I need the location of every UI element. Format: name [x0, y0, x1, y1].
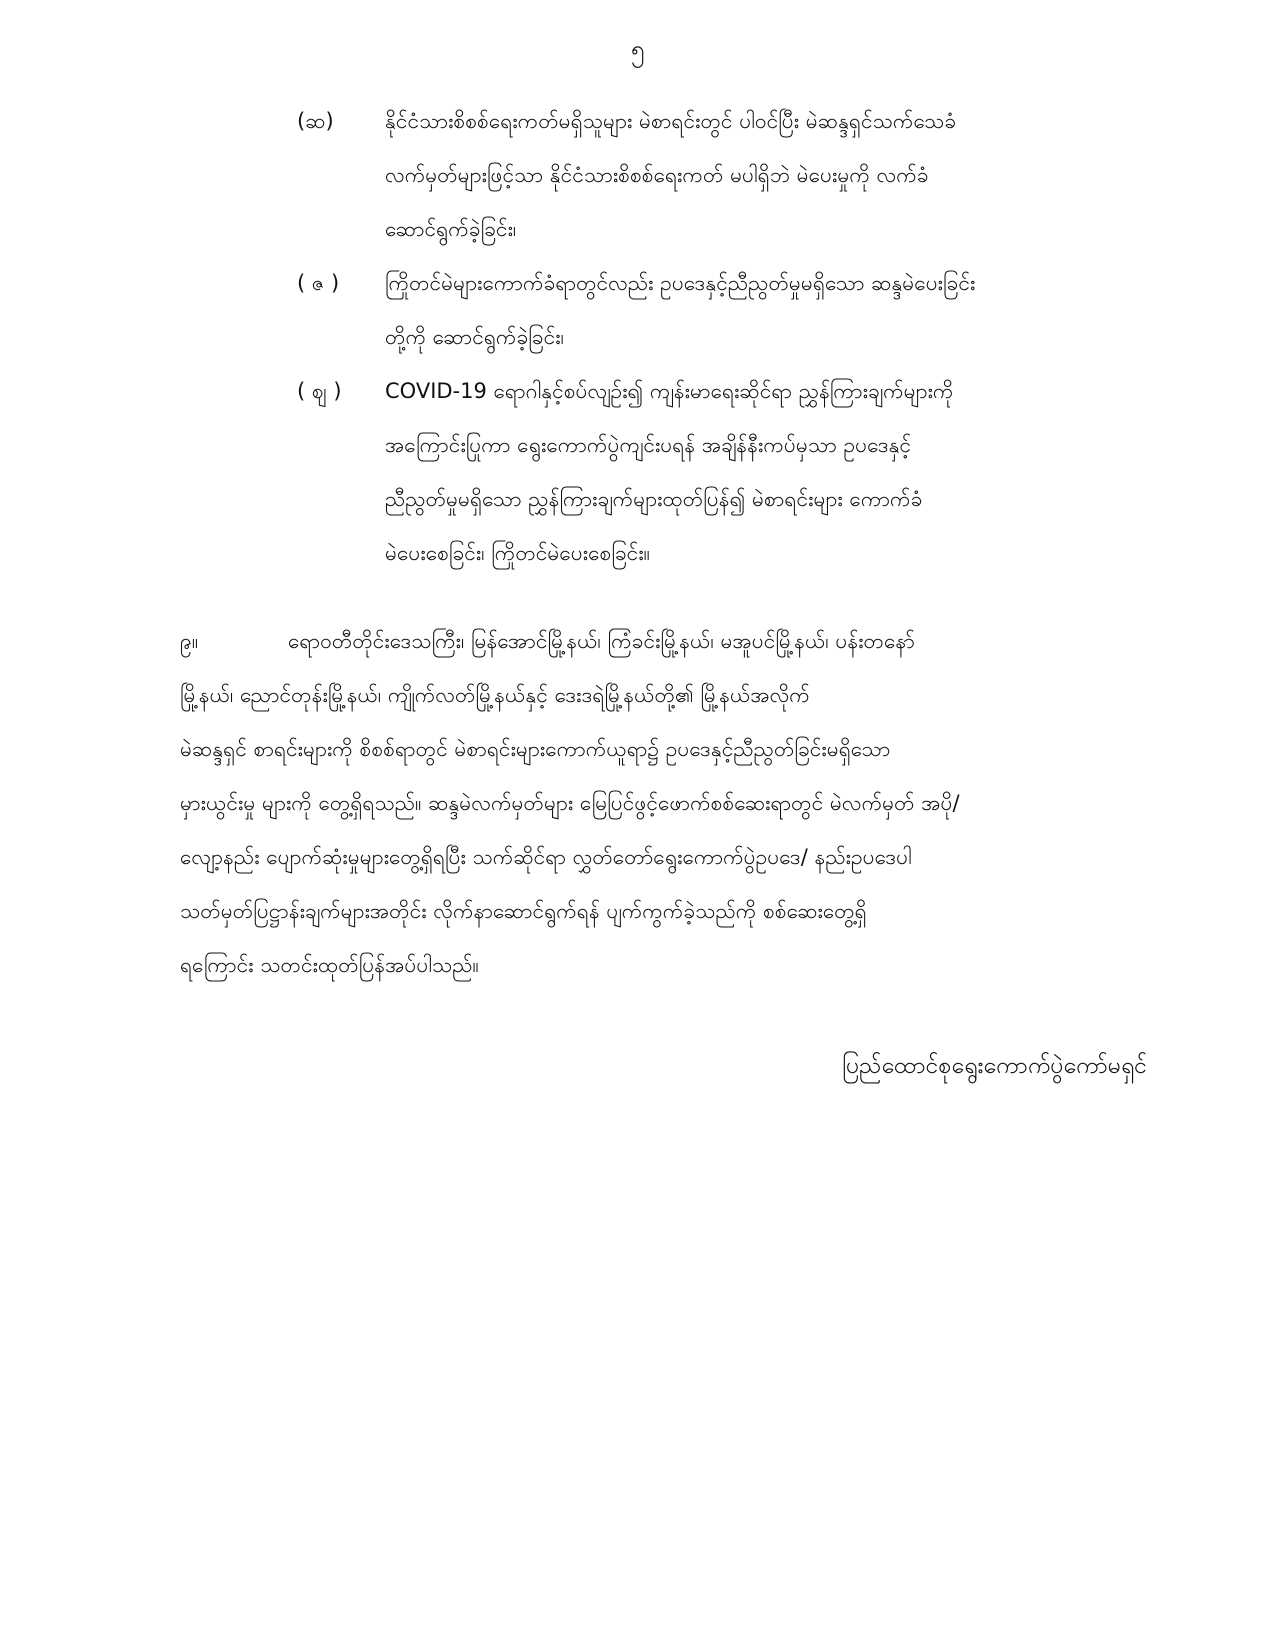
- item-line: ကြိုတင်မဲများကောက်ခံရာတွင်လည်း ဥပဒေနှင့်ညီညွတ်မှုမရှိသော ဆန္ဒမဲပေးခြင်း: [385, 271, 976, 295]
- item-line: COVID-19 ရောဂါနှင့်စပ်လျဉ်း၍ ကျန်းမာရေးဆိုင်ရာ ညွှန်ကြားချက်များကို: [385, 379, 954, 403]
- paragraph-line: လျော့နည်း ပျောက်ဆုံးမှုများတွေ့ရှိရပြီး သက်ဆိုင်ရာ လွှတ်တော်ရွေးကောက်ပွဲဥပဒေ/ နည်းဥပဒေပါ: [180, 845, 912, 869]
- paragraph-line: ရောဝတီတိုင်းဒေသကြီး၊ မြန်အောင်မြို့နယ်၊ ကြံခင်းမြို့နယ်၊ မအူပင်မြို့နယ်၊ ပန်းတနော်: [288, 629, 915, 653]
- list-item-zya: [297, 364, 1147, 580]
- item-text: [385, 364, 1147, 580]
- paragraph-line: မဲဆန္ဒရှင် စာရင်းများကို စိစစ်ရာတွင် မဲစာရင်းများကောက်ယူရာ၌ ဥပဒေနှင့်ညီညွတ်ခြင်းမရှိသော: [180, 737, 891, 761]
- item-line: လက်မှတ်များဖြင့်သာ နိုင်ငံသားစိစစ်ရေးကတ် မပါရှိဘဲ မဲပေးမှုကို လက်ခံ: [385, 163, 929, 187]
- item-line: တို့ကို ဆောင်ရွက်ခဲ့ခြင်း၊: [385, 325, 564, 349]
- paragraph-line: ရကြောင်း သတင်းထုတ်ပြန်အပ်ပါသည်။: [180, 953, 479, 977]
- paragraph-line: မြို့နယ်၊ ညောင်တုန်းမြို့နယ်၊ ကျိုက်လတ်မြို့နယ်နှင့် ဒေးဒရဲမြို့နယ်တို့၏ မြို့နယ်အလိုက်: [180, 683, 810, 707]
- item-text: [385, 256, 1147, 364]
- page-number: ၅: [630, 35, 645, 63]
- item-line: ဆောင်ရွက်ခဲ့ခြင်း၊: [385, 217, 517, 241]
- paragraph-number: ၉။: [180, 629, 199, 653]
- paragraph-line: မှားယွင်းမှု များကို တွေ့ရှိရသည်။ ဆန္ဒမဲလက်မှတ်များ မြေပြင်ဖွင့်ဖောက်စစ်ဆေးရာတွင် မဲလက်မှတ် အပို/: [180, 791, 960, 815]
- item-label: ( ဇ ): [297, 271, 340, 295]
- item-line: နိုင်ငံသားစိစစ်ရေးကတ်မရှိသူများ မဲစာရင်းတွင် ပါဝင်ပြီး မဲဆန္ဒရှင်သက်သေခံ: [385, 109, 957, 133]
- list-item-sa: [297, 94, 1147, 256]
- list-item-za: [297, 256, 1147, 364]
- item-line: မဲပေးစေခြင်း၊ ကြိုတင်မဲပေးစေခြင်း။: [385, 541, 651, 565]
- item-line: အကြောင်းပြုကာ ရွေးကောက်ပွဲကျင်းပရန် အချိန်နီးကပ်မှသာ ဥပဒေနှင့်: [385, 433, 912, 457]
- item-text: [385, 94, 1147, 256]
- paragraph-line: သတ်မှတ်ပြဋ္ဌာန်းချက်များအတိုင်း လိုက်နာဆောင်ရွက်ရန် ပျက်ကွက်ခဲ့သည်ကို စစ်ဆေးတွေ့ရှိ: [180, 899, 867, 923]
- item-label: ( ဈ ): [297, 379, 342, 403]
- item-label: (ဆ): [297, 109, 334, 133]
- signature-commission: ပြည်ထောင်စုရွေးကောက်ပွဲကော်မရှင်: [842, 1053, 1147, 1079]
- item-line: ညီညွတ်မှုမရှိသော ညွှန်ကြားချက်များထုတ်ပြန်၍ မဲစာရင်းများ ကောက်ခံ: [385, 487, 923, 511]
